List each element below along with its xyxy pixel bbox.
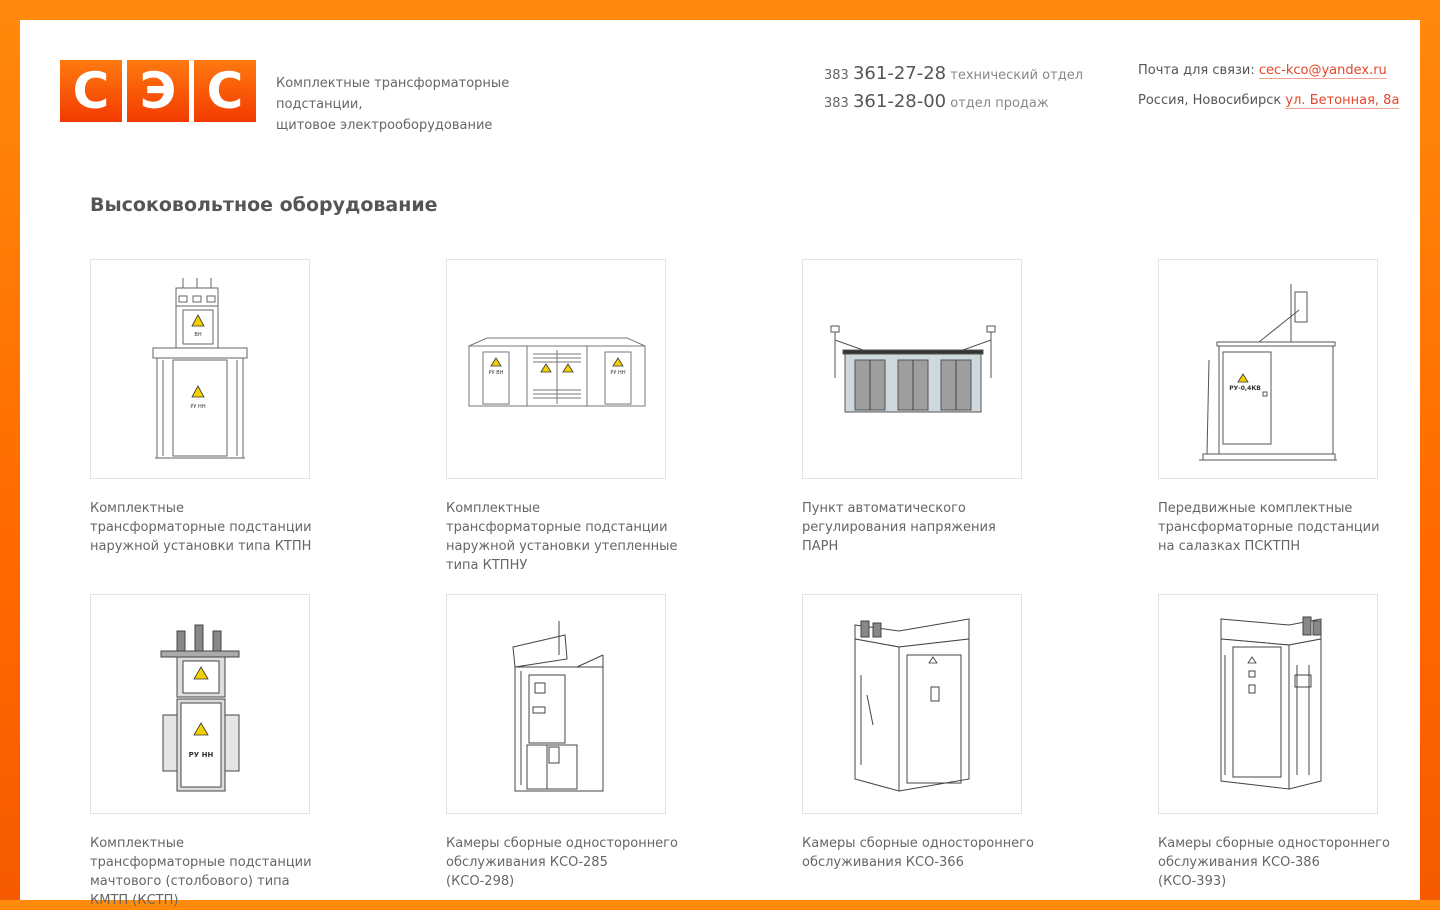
phone-row-tech[interactable]: 383 361-27-28 технический отдел xyxy=(824,63,1084,84)
logo-letter: Э xyxy=(127,60,189,122)
kso386-icon xyxy=(1159,595,1377,813)
product-thumb[interactable] xyxy=(90,594,310,814)
site-tagline: Комплектные трансформаторные подстанции, щитовое электрооборудование xyxy=(276,76,510,133)
kmtp-label: РУ НН xyxy=(188,751,214,759)
product-caption[interactable]: Передвижные комплектные трансформаторные подстанции на салазках ПСКТПН xyxy=(1158,501,1380,554)
product-caption[interactable]: Пункт автоматического регулирования напряжения ПАРН xyxy=(802,501,996,554)
product-card-kso386[interactable] xyxy=(1158,594,1390,891)
product-card-ktpnu[interactable] xyxy=(446,259,678,575)
mail-label: Почта для связи: xyxy=(1138,63,1255,78)
psktpn-label: РУ-0,4КВ xyxy=(1229,385,1261,392)
parn-icon xyxy=(803,260,1021,478)
address-link[interactable]: ул. Бетонная, 8а xyxy=(1285,93,1400,108)
product-card-kso285[interactable] xyxy=(446,594,678,891)
ktpnu-hv-label: РУ ВН xyxy=(488,370,504,376)
product-caption[interactable]: Камеры сборные одностороннего обслуживания КСО-366 xyxy=(802,836,1034,870)
psktpn-icon xyxy=(1159,260,1377,478)
logo-letter: С xyxy=(194,60,256,122)
product-caption[interactable]: Комплектные трансформаторные подстанции наружной установки утепленные типа КТПНУ xyxy=(446,501,678,573)
product-caption[interactable]: Камеры сборные одностороннего обслуживания КСО-285 (КСО-298) xyxy=(446,836,678,889)
product-card-ktpn[interactable] xyxy=(90,259,310,556)
section-title: Высоковольтное оборудование xyxy=(90,194,438,216)
product-thumb[interactable] xyxy=(446,259,666,479)
product-thumb[interactable] xyxy=(1158,594,1378,814)
phone-list xyxy=(824,60,1083,116)
ktpn-icon xyxy=(91,260,309,478)
phone-row-sales[interactable]: 383 361-28-00 отдел продаж xyxy=(824,91,1049,112)
product-thumb[interactable] xyxy=(90,259,310,479)
kmtp-icon xyxy=(91,595,309,813)
product-caption[interactable]: Комплектные трансформаторные подстанции наружной установки типа КТПН xyxy=(90,501,312,554)
product-thumb[interactable] xyxy=(802,594,1022,814)
ktpnu-icon xyxy=(447,260,665,478)
ktpnu-lv-label: РУ НН xyxy=(610,370,626,376)
page xyxy=(20,20,1420,908)
ktpn-lv-label: РУ НН xyxy=(190,404,206,410)
product-thumb[interactable] xyxy=(446,594,666,814)
product-card-kmtp[interactable] xyxy=(90,594,310,910)
product-caption[interactable]: Комплектные трансформаторные подстанции мачтового (столбового) типа КМТП (КСТП) xyxy=(90,836,312,908)
product-thumb[interactable] xyxy=(1158,259,1378,479)
product-thumb[interactable] xyxy=(802,259,1022,479)
product-card-kso366[interactable] xyxy=(802,594,1034,872)
site-logo[interactable] xyxy=(60,60,256,122)
mail-link[interactable]: cec-kco@yandex.ru xyxy=(1258,63,1387,78)
address-label: Россия, Новосибирск xyxy=(1138,93,1282,108)
contacts xyxy=(1138,60,1399,120)
kso285-icon xyxy=(447,595,665,813)
product-caption[interactable]: Камеры сборные одностороннего обслуживания КСО-386 (КСО-393) xyxy=(1158,836,1390,889)
kso366-icon xyxy=(803,595,1021,813)
product-card-psktpn[interactable] xyxy=(1158,259,1378,556)
logo-letter: С xyxy=(60,60,122,122)
ktpn-hv-label: ВН xyxy=(194,332,202,338)
product-card-parn[interactable] xyxy=(802,259,1022,556)
